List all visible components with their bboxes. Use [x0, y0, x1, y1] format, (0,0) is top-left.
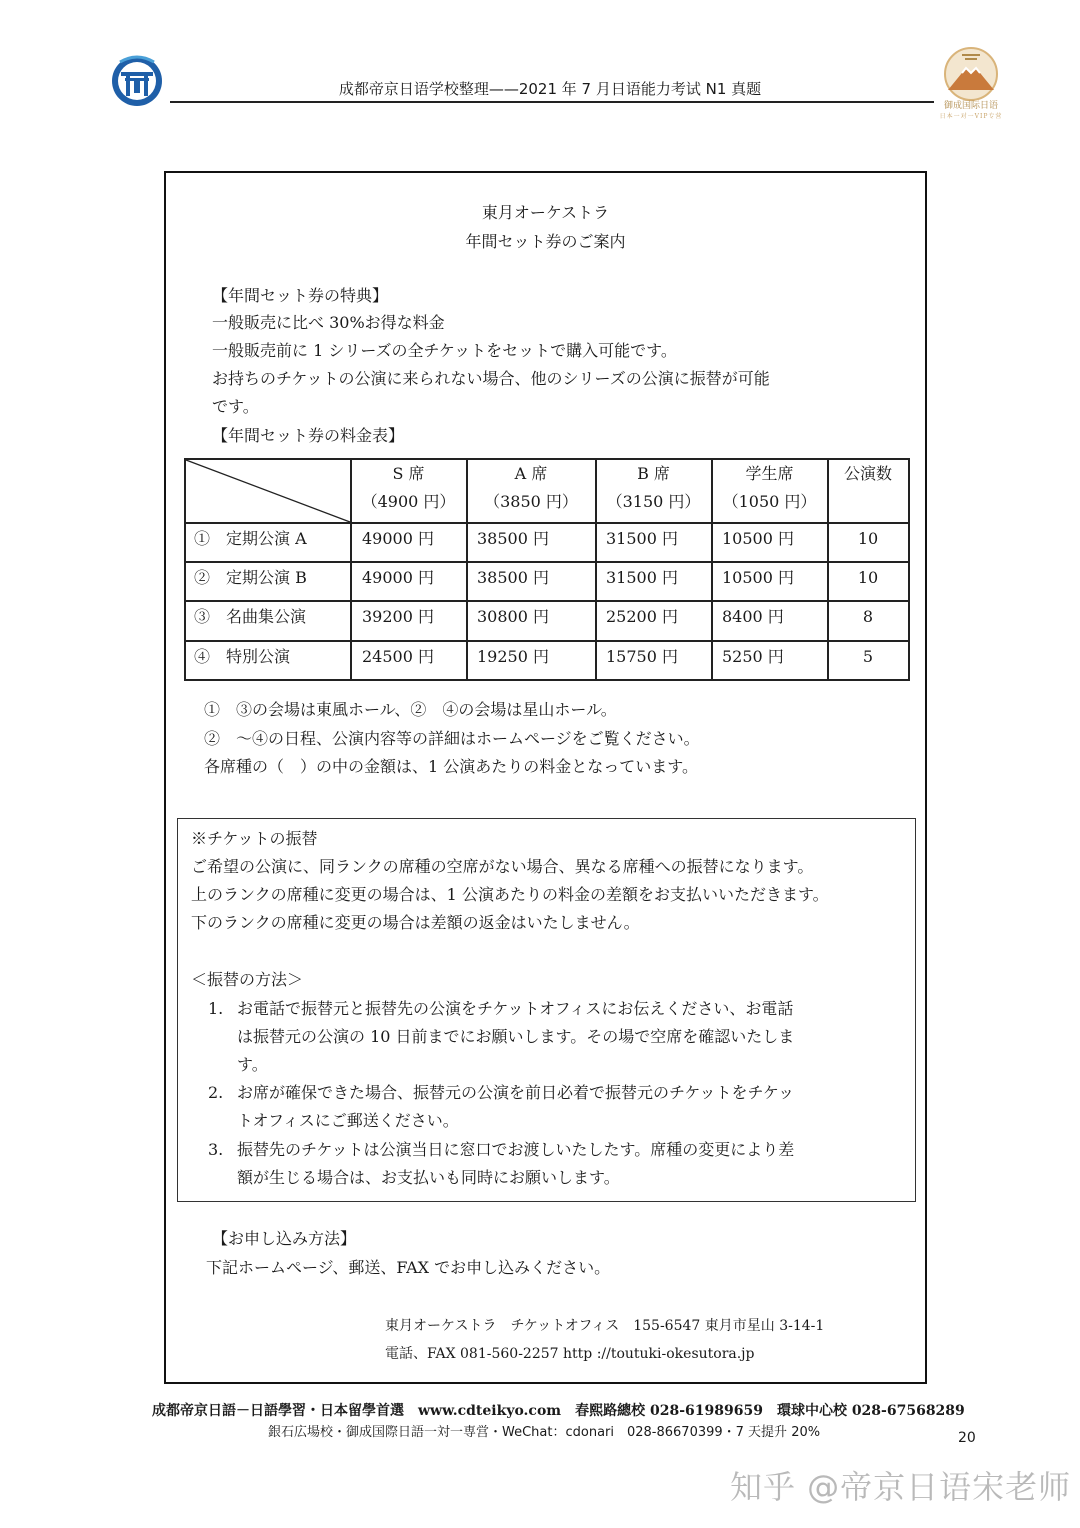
table-cell: 10 [857, 529, 879, 548]
step-number: 2. [208, 1083, 224, 1102]
office-address: 東月オーケストラ チケットオフィス 155-6547 東月市星山 3-14-1 [385, 1318, 825, 1334]
partner-logo-caption: 御成国际日语 [943, 101, 998, 111]
table-corner-diagonal [184, 458, 352, 524]
table-cell: 8400 円 [722, 607, 784, 626]
table-cell: 38500 円 [477, 529, 549, 548]
price-table [184, 458, 910, 681]
benefit-line: 一般販売前に 1 シリーズの全チケットをセットで購入可能です。 [212, 341, 677, 360]
column-header: 学生席 [745, 464, 794, 483]
venue-note: ① ③の会場は東風ホール、② ④の会場は星山ホール。 [204, 700, 617, 719]
step-line: お電話で振替元と振替先の公演をチケットオフィスにお伝えください、お電話 [237, 999, 794, 1018]
header-title: 成都帝京日语学校整理——2021 年 7 月日语能力考试 N1 真题 [338, 80, 762, 98]
table-cell: 5250 円 [722, 647, 784, 666]
column-unit-price: （4900 円） [361, 492, 456, 511]
header-divider [170, 101, 934, 103]
table-cell: 25200 円 [606, 607, 678, 626]
benefit-line: お持ちのチケットの公演に来られない場合、他のシリーズの公演に振替が可能 [212, 369, 770, 388]
benefit-line: 一般販売に比べ 30%お得な料金 [212, 313, 445, 332]
benefit-line: です。 [212, 397, 259, 416]
transfer-heading: ※チケットの振替 [191, 829, 318, 848]
table-cell: 5 [862, 647, 874, 666]
table-cell: 8 [862, 607, 874, 626]
table-cell: 15750 円 [606, 647, 678, 666]
step-line: す。 [237, 1055, 268, 1074]
table-cell: 49000 円 [362, 568, 434, 587]
table-cell: 10 [857, 568, 879, 587]
table-cell: 31500 円 [606, 529, 678, 548]
column-unit-price: （3150 円） [606, 492, 701, 511]
row-label: ④ 特別公演 [194, 647, 291, 666]
partner-logo-subcaption: 日本一对一VIP专营 [939, 113, 1003, 120]
table-cell: 49000 円 [362, 529, 434, 548]
apply-heading: 【お申し込み方法】 [212, 1229, 357, 1248]
table-cell: 10500 円 [722, 568, 794, 587]
step-line: トオフィスにご郵送ください。 [237, 1111, 459, 1130]
step-line: は振替元の公演の 10 日前までにお願いします。その場で空席を確認いたしま [237, 1027, 795, 1046]
notice-title: 東月オーケストラ [481, 203, 610, 222]
row-label: ② 定期公演 B [194, 568, 307, 587]
price-note: 各席種の（ ）の中の金額は、1 公演あたりの料金となっています。 [204, 757, 698, 776]
schedule-note: ② ～④の日程、公演内容等の詳細はホームページをご覧ください。 [204, 729, 700, 748]
footer-school-info: 成都帝京日語－日語學習・日本留學首選 www.cdteikyo.com 春熙路總校 028-61989659 環球中心校 028-67568289 [152, 1403, 965, 1419]
row-label: ① 定期公演 A [194, 529, 307, 548]
column-header: S 席 [392, 464, 425, 483]
column-header: A 席 [514, 464, 548, 483]
step-number: 1. [208, 999, 224, 1018]
transfer-line: 下のランクの席種に変更の場合は差額の返金はいたしません。 [191, 913, 640, 932]
page-number: 20 [958, 1430, 976, 1446]
column-unit-price: （3850 円） [484, 492, 578, 511]
row-label: ③ 名曲集公演 [194, 607, 307, 626]
column-header: 公演数 [843, 464, 892, 483]
notice-subtitle: 年間セット券のご案内 [465, 232, 626, 251]
table-cell: 39200 円 [362, 607, 434, 626]
transfer-line: 上のランクの席種に変更の場合は、1 公演あたりの料金の差額をお支払いいただきます。 [191, 885, 829, 904]
table-cell: 10500 円 [722, 529, 794, 548]
column-unit-price: （1050 円） [722, 492, 817, 511]
table-cell: 19250 円 [477, 647, 549, 666]
transfer-line: ご希望の公演に、同ランクの席種の空席がない場合、異なる席種への振替になります。 [191, 857, 814, 876]
step-line: 振替先のチケットは公演当日に窓口でお渡しいたしたす。席種の変更により差 [237, 1140, 795, 1159]
transfer-method-heading: ＜振替の方法＞ [191, 970, 304, 989]
apply-text: 下記ホームページ、郵送、FAX でお申し込みください。 [206, 1258, 611, 1277]
step-line: 額が生じる場合は、お支払いも同時にお願いします。 [237, 1168, 620, 1187]
table-cell: 24500 円 [362, 647, 434, 666]
step-number: 3. [208, 1140, 224, 1159]
table-cell: 31500 円 [606, 568, 678, 587]
zhihu-watermark: 知乎 @帝京日语宋老师 [730, 1468, 1072, 1506]
school-logo-icon [106, 50, 168, 108]
price-table-heading: 【年間セット券の料金表】 [212, 426, 405, 445]
benefits-heading: 【年間セット券の特典】 [212, 286, 389, 305]
office-contact: 電話、FAX 081-560-2257 http ://toutuki-okesutora.jp [385, 1346, 755, 1362]
table-cell: 30800 円 [477, 607, 549, 626]
table-cell: 38500 円 [477, 568, 549, 587]
footer-branch-info: 銀石広場校・御成国際日語一対一専営・WeChat：cdonari 028-86670399・7 天提升 20% [268, 1425, 821, 1440]
column-header: B 席 [637, 464, 670, 483]
step-line: お席が確保できた場合、振替元の公演を前日必着で振替元のチケットをチケッ [237, 1083, 795, 1102]
